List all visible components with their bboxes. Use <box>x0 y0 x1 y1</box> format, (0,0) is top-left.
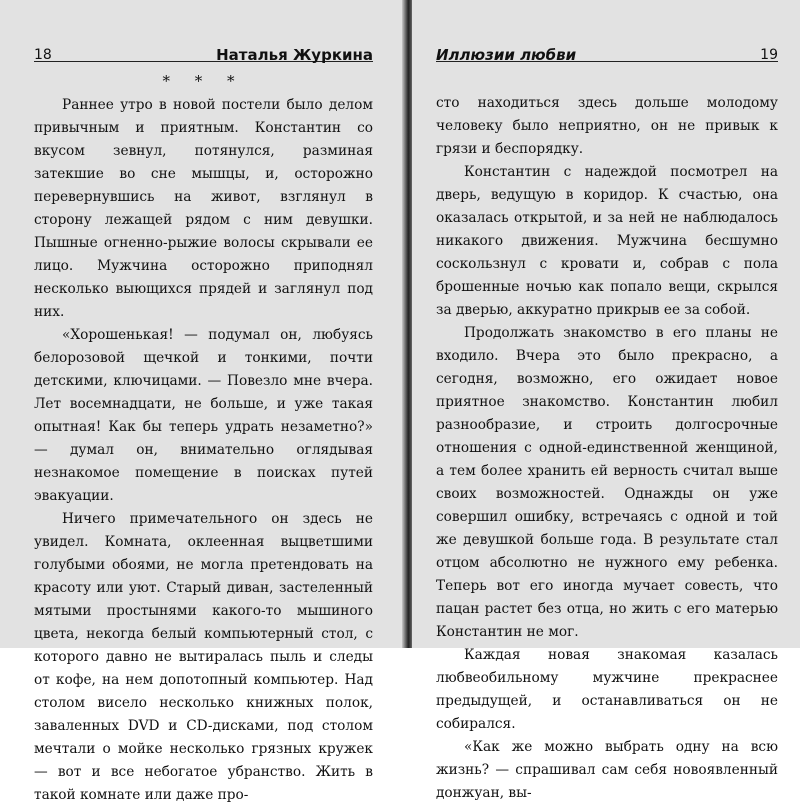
right-page <box>412 0 800 801</box>
left-page-number: 18 <box>34 47 52 63</box>
section-separator: * * * <box>162 72 245 90</box>
left-page-text <box>34 94 373 807</box>
paragraph: Ничего примечательного он здесь не увидел. Комната, оклеенная выцветшими голубыми обоями, не могла претендовать на красоту или уют. Старый диван, застеленный мятыми простынями какого-то мышиного цвета, некогда белый компьютерный стол, с которого давно не вытиралась пыль и следы от кофе, на нем допотопный компьютер. Над столом висело несколько книжных полок, заваленных DVD и CD-дисками, под столом мечтали о мойке несколько грязных кружек — вот и все небогатое убранство. Жить в такой комнате или даже про- <box>34 511 373 803</box>
right-page-number: 19 <box>760 47 778 63</box>
continued-paragraph: сто находиться здесь дольше молодому человеку было неприятно, он не привык к грязи и беспорядку. <box>436 95 778 157</box>
right-running-head: Иллюзии любви <box>436 46 577 64</box>
paragraph: Продолжать знакомство в его планы не входило. Вчера это было прекрасно, а сегодня, возможно, его ожидает новое приятное знакомство. Константин любил разнообразие, и строить долгосрочные отношения с одной-единственной женщиной, а тем более хранить ей верность считал выше своих возможностей. Однажды он уже совершил ошибку, встречаясь с одной и той же девушкой больше года. В результате стал отцом абсолютно не нужного ему ребенка. Теперь вот его иногда мучает совесть, что пацан растет без отца, но жить с его матерью Константин не мог. <box>436 325 778 640</box>
paragraph: Раннее утро в новой постели было делом привычным и приятным. Константин со вкусом зевнул, потянулся, разминая затекшие во сне мышцы, и, осторожно перевернувшись на живот, взглянул в сторону лежащей рядом с ним девушки. Пышные огненно-рыжие волосы скрывали ее лицо. Мужчина осторожно приподнял несколько выющихся прядей и заглянул под них. <box>34 97 373 320</box>
right-page-header <box>436 0 778 62</box>
right-page-text <box>436 92 778 805</box>
left-page-header <box>34 0 373 62</box>
paragraph: «Как же можно выбрать одну на всю жизнь? — спрашивал сам себя новоявленный донжуан, вы- <box>436 739 778 801</box>
paragraph: Константин с надеждой посмотрел на дверь, ведущую в коридор. К счастью, она оказалась открытой, и за ней не наблюдалось никакого движения. Мужчина бесшумно соскользнул с кровати и, собрав с пола брошенные ночью как попало вещи, скрылся за дверью, аккуратно прикрыв ее за собой. <box>436 164 778 318</box>
left-running-head: Наталья Журкина <box>216 46 373 64</box>
paragraph: Каждая новая знакомая казалась любвеобильному мужчине прекраснее предыдущей, и останавливаться он не собирался. <box>436 647 778 732</box>
paragraph: «Хорошенькая! — подумал он, любуясь белорозовой щечкой и тонкими, почти детскими, ключицами. — Повезло мне вчера. Лет восемнадцати, не больше, и уже такая опытная! Как бы теперь удрать незаметно?» — думал он, внимательно оглядывая незнакомое помещение в поисках путей эвакуации. <box>34 327 373 504</box>
